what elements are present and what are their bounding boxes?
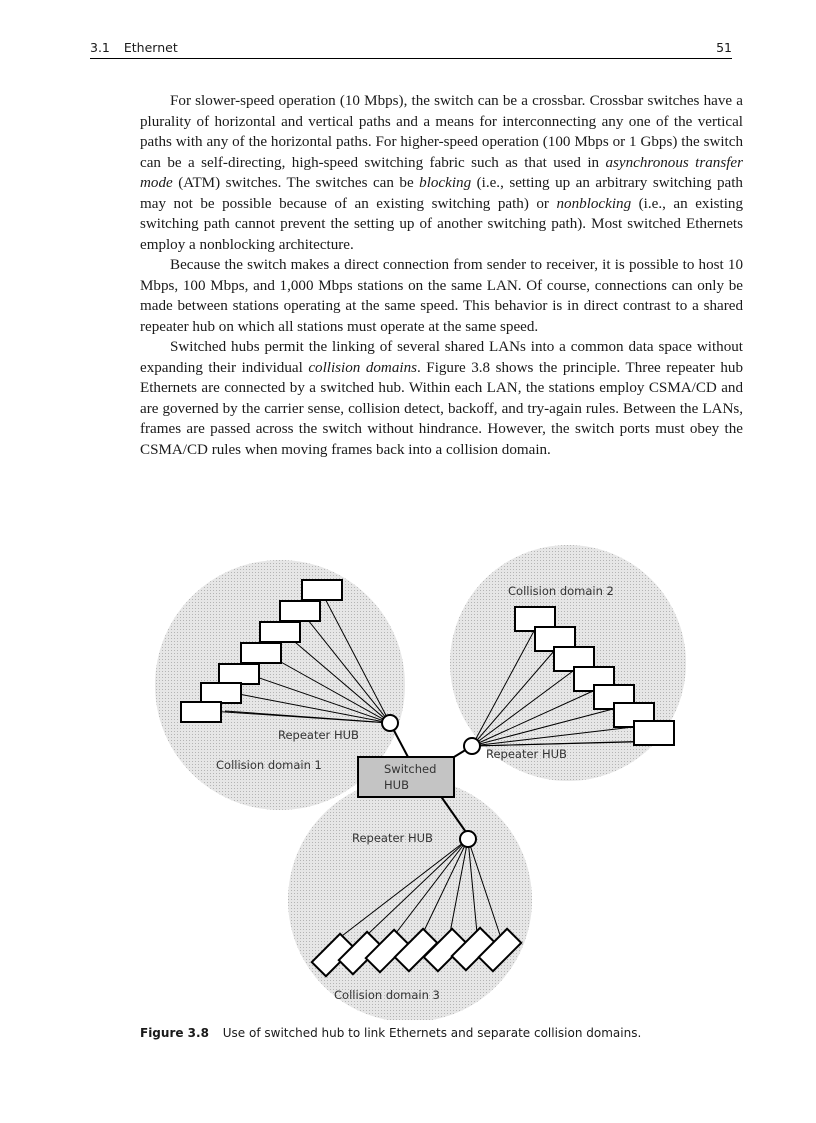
page-number: 51 bbox=[716, 40, 732, 55]
caption-text: Use of switched hub to link Ethernets and separate collision domains. bbox=[222, 1026, 642, 1040]
collision-domain-3-area bbox=[288, 778, 532, 1020]
body-text bbox=[140, 91, 743, 460]
p3-text-1: Switched hubs permit the linking of several shared LANs into a common data space without expanding their individual bbox=[140, 339, 743, 376]
figure-label: Figure 3.8 bbox=[140, 1026, 209, 1040]
paragraph-2: Because the switch makes a direct connection from sender to receiver, it is possible to host 10 Mbps, 100 Mbps, and 1,000 Mbps stations on the same LAN. Of course, connections can only be made between stations operating at the same speed. This behavior is in direct contrast to a shared repeater hub on which all stations must operate at the same speed. bbox=[140, 257, 743, 335]
section-title: Ethernet bbox=[123, 40, 178, 55]
p1-text-4: (i.e., an existing switching path cannot prevent the setting up of another switching path). Most switched Ethernets employ a nonblocking architecture. bbox=[140, 195, 743, 253]
p1-text-1: For slower-speed operation (10 Mbps), the switch can be a crossbar. Crossbar switches have a plurality of horizontal and vertical paths and a means for interconnecting any one of the vertical paths with any of the horizontal paths. For higher-speed operation (100 Mbps or 1 Gbps) the switch can be a self-directing, high-speed switching fabric such as that used in bbox=[140, 93, 743, 171]
collision-domain-3-label: Collision domain 3 bbox=[334, 988, 440, 1002]
switched-hub-label-line2: HUB bbox=[384, 778, 409, 792]
repeater-hub-3-node bbox=[460, 831, 476, 847]
repeater-hub-2-node bbox=[464, 738, 480, 754]
paragraph-3 bbox=[140, 337, 743, 460]
station-box bbox=[219, 664, 259, 684]
figure-3-8 bbox=[150, 545, 710, 1020]
section-heading bbox=[90, 40, 178, 55]
station-box bbox=[634, 721, 674, 745]
term-collision-domains: collision domains bbox=[308, 359, 417, 376]
figure-caption bbox=[140, 1026, 641, 1040]
repeater-hub-1-node bbox=[382, 715, 398, 731]
p3-text-2: . Figure 3.8 shows the principle. Three repeater hub Ethernets are connected by a switched hub. Within each LAN, the stations employ CSMA/CD and are governed by the carrier sense, collision detect, backoff, and try-again rules. Between the LANs, frames are passed across the switch without hindrance. However, the switch ports must obey the CSMA/CD rules when moving frames back into a collision domain. bbox=[140, 359, 743, 458]
network-diagram bbox=[150, 545, 710, 1020]
station-box bbox=[181, 702, 221, 722]
running-head bbox=[90, 38, 732, 59]
switched-hub-label-line1: Switched bbox=[384, 762, 437, 776]
section-number: 3.1 bbox=[90, 40, 110, 55]
p1-text-2: (ATM) switches. The switches can be bbox=[172, 175, 420, 191]
station-box bbox=[302, 580, 342, 600]
station-box bbox=[260, 622, 300, 642]
term-blocking: blocking bbox=[419, 175, 472, 191]
station-box bbox=[201, 683, 241, 703]
p1-text-3: (i.e., setting up an arbitrary switching path may not be possible because of an existing switching path) or bbox=[140, 175, 743, 212]
paragraph-1 bbox=[140, 91, 743, 255]
station-box bbox=[241, 643, 281, 663]
repeater-hub-2-label: Repeater HUB bbox=[486, 747, 567, 761]
term-atm: asynchronous transfer mode bbox=[140, 154, 743, 191]
term-nonblocking: nonblocking bbox=[556, 195, 632, 212]
station-box bbox=[280, 601, 320, 621]
collision-domain-2-label: Collision domain 2 bbox=[508, 584, 614, 598]
repeater-hub-1-label: Repeater HUB bbox=[278, 728, 359, 742]
collision-domain-1-label: Collision domain 1 bbox=[216, 758, 322, 772]
repeater-hub-3-label: Repeater HUB bbox=[352, 831, 433, 845]
